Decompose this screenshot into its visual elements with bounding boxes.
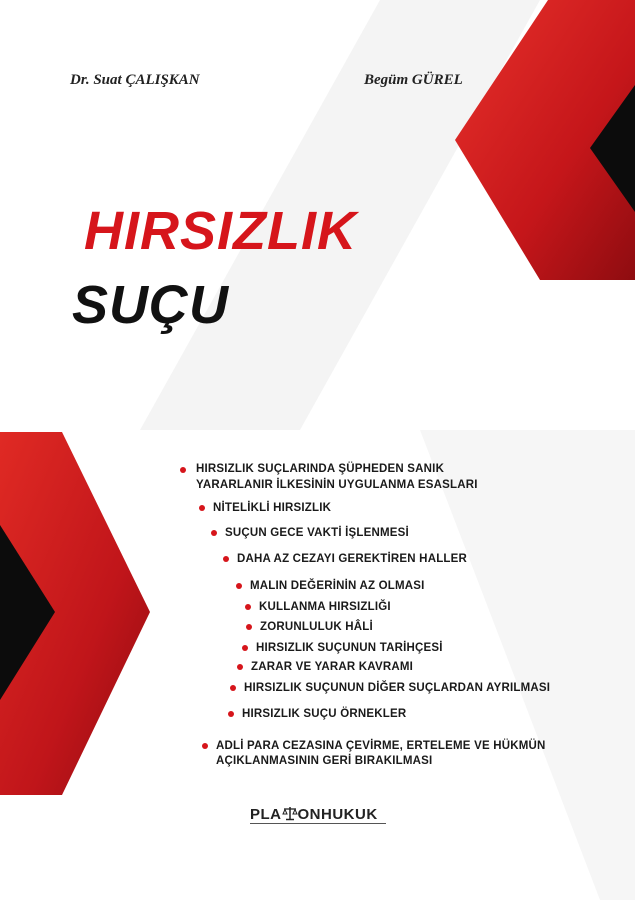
topic-text: KULLANMA HIRSIZLIĞI: [259, 601, 391, 613]
bullet-icon: [228, 711, 234, 717]
topic-text: YARARLANIR İLKESİNİN UYGULANMA ESASLARI: [196, 479, 478, 491]
publisher-name-part1: PLA: [250, 806, 282, 823]
topic-text: HIRSIZLIK SUÇUNUN DİĞER SUÇLARDAN AYRILMASI: [244, 682, 551, 694]
topic-text: ZARAR VE YARAR KAVRAMI: [251, 661, 414, 673]
scales-icon: [282, 806, 298, 823]
topic-item: [256, 641, 443, 656]
bullet-icon: [223, 556, 229, 562]
topic-item: [225, 526, 409, 541]
topic-text: DAHA AZ CEZAYI GEREKTİREN HALLER: [237, 553, 468, 565]
topic-item: [251, 660, 413, 675]
topic-item: [244, 681, 550, 696]
topic-item: [216, 739, 546, 754]
book-subtitle: SUÇU: [72, 275, 230, 335]
bullet-icon: [202, 743, 208, 749]
bullet-icon: [230, 685, 236, 691]
bullet-icon: [245, 604, 251, 610]
publisher-logo: [250, 806, 378, 823]
book-title: HIRSIZLIK: [84, 201, 357, 261]
topic-item: [213, 501, 331, 516]
bullet-icon: [246, 624, 252, 630]
bullet-icon: [211, 530, 217, 536]
bullet-icon: [242, 645, 248, 651]
topic-item: [250, 579, 425, 594]
topic-text: ZORUNLULUK HÂLİ: [260, 621, 373, 633]
bullet-icon: [236, 583, 242, 589]
publisher-name-part2: ONHUKUK: [297, 806, 378, 823]
topic-text: NİTELİKLİ HIRSIZLIK: [213, 502, 332, 514]
topic-text: HIRSIZLIK SUÇLARINDA ŞÜPHEDEN SANIK: [196, 463, 445, 475]
topic-text: HIRSIZLIK SUÇU ÖRNEKLER: [242, 708, 407, 720]
bullet-icon: [237, 664, 243, 670]
topic-item: [216, 754, 432, 769]
author-name: Begüm GÜREL: [364, 72, 463, 88]
topic-text: HIRSIZLIK SUÇUNUN TARİHÇESİ: [256, 642, 443, 654]
topic-item: [260, 620, 373, 635]
logo-underline: [250, 823, 386, 824]
topic-text: SUÇUN GECE VAKTİ İŞLENMESİ: [225, 527, 409, 539]
topic-text: MALIN DEĞERİNİN AZ OLMASI: [250, 580, 425, 592]
topic-item: [237, 552, 467, 567]
topic-text: ADLİ PARA CEZASINA ÇEVİRME, ERTELEME VE HÜKMÜN: [216, 740, 546, 752]
bullet-icon: [180, 467, 186, 473]
author-name: Dr. Suat ÇALIŞKAN: [70, 72, 200, 88]
topic-item: [196, 462, 444, 477]
light-band-2: [420, 430, 635, 900]
bullet-icon: [199, 505, 205, 511]
topic-text: AÇIKLANMASININ GERİ BIRAKILMASI: [216, 755, 433, 767]
topic-item: [196, 478, 478, 493]
topic-item: [242, 707, 406, 722]
topic-item: [259, 600, 391, 615]
